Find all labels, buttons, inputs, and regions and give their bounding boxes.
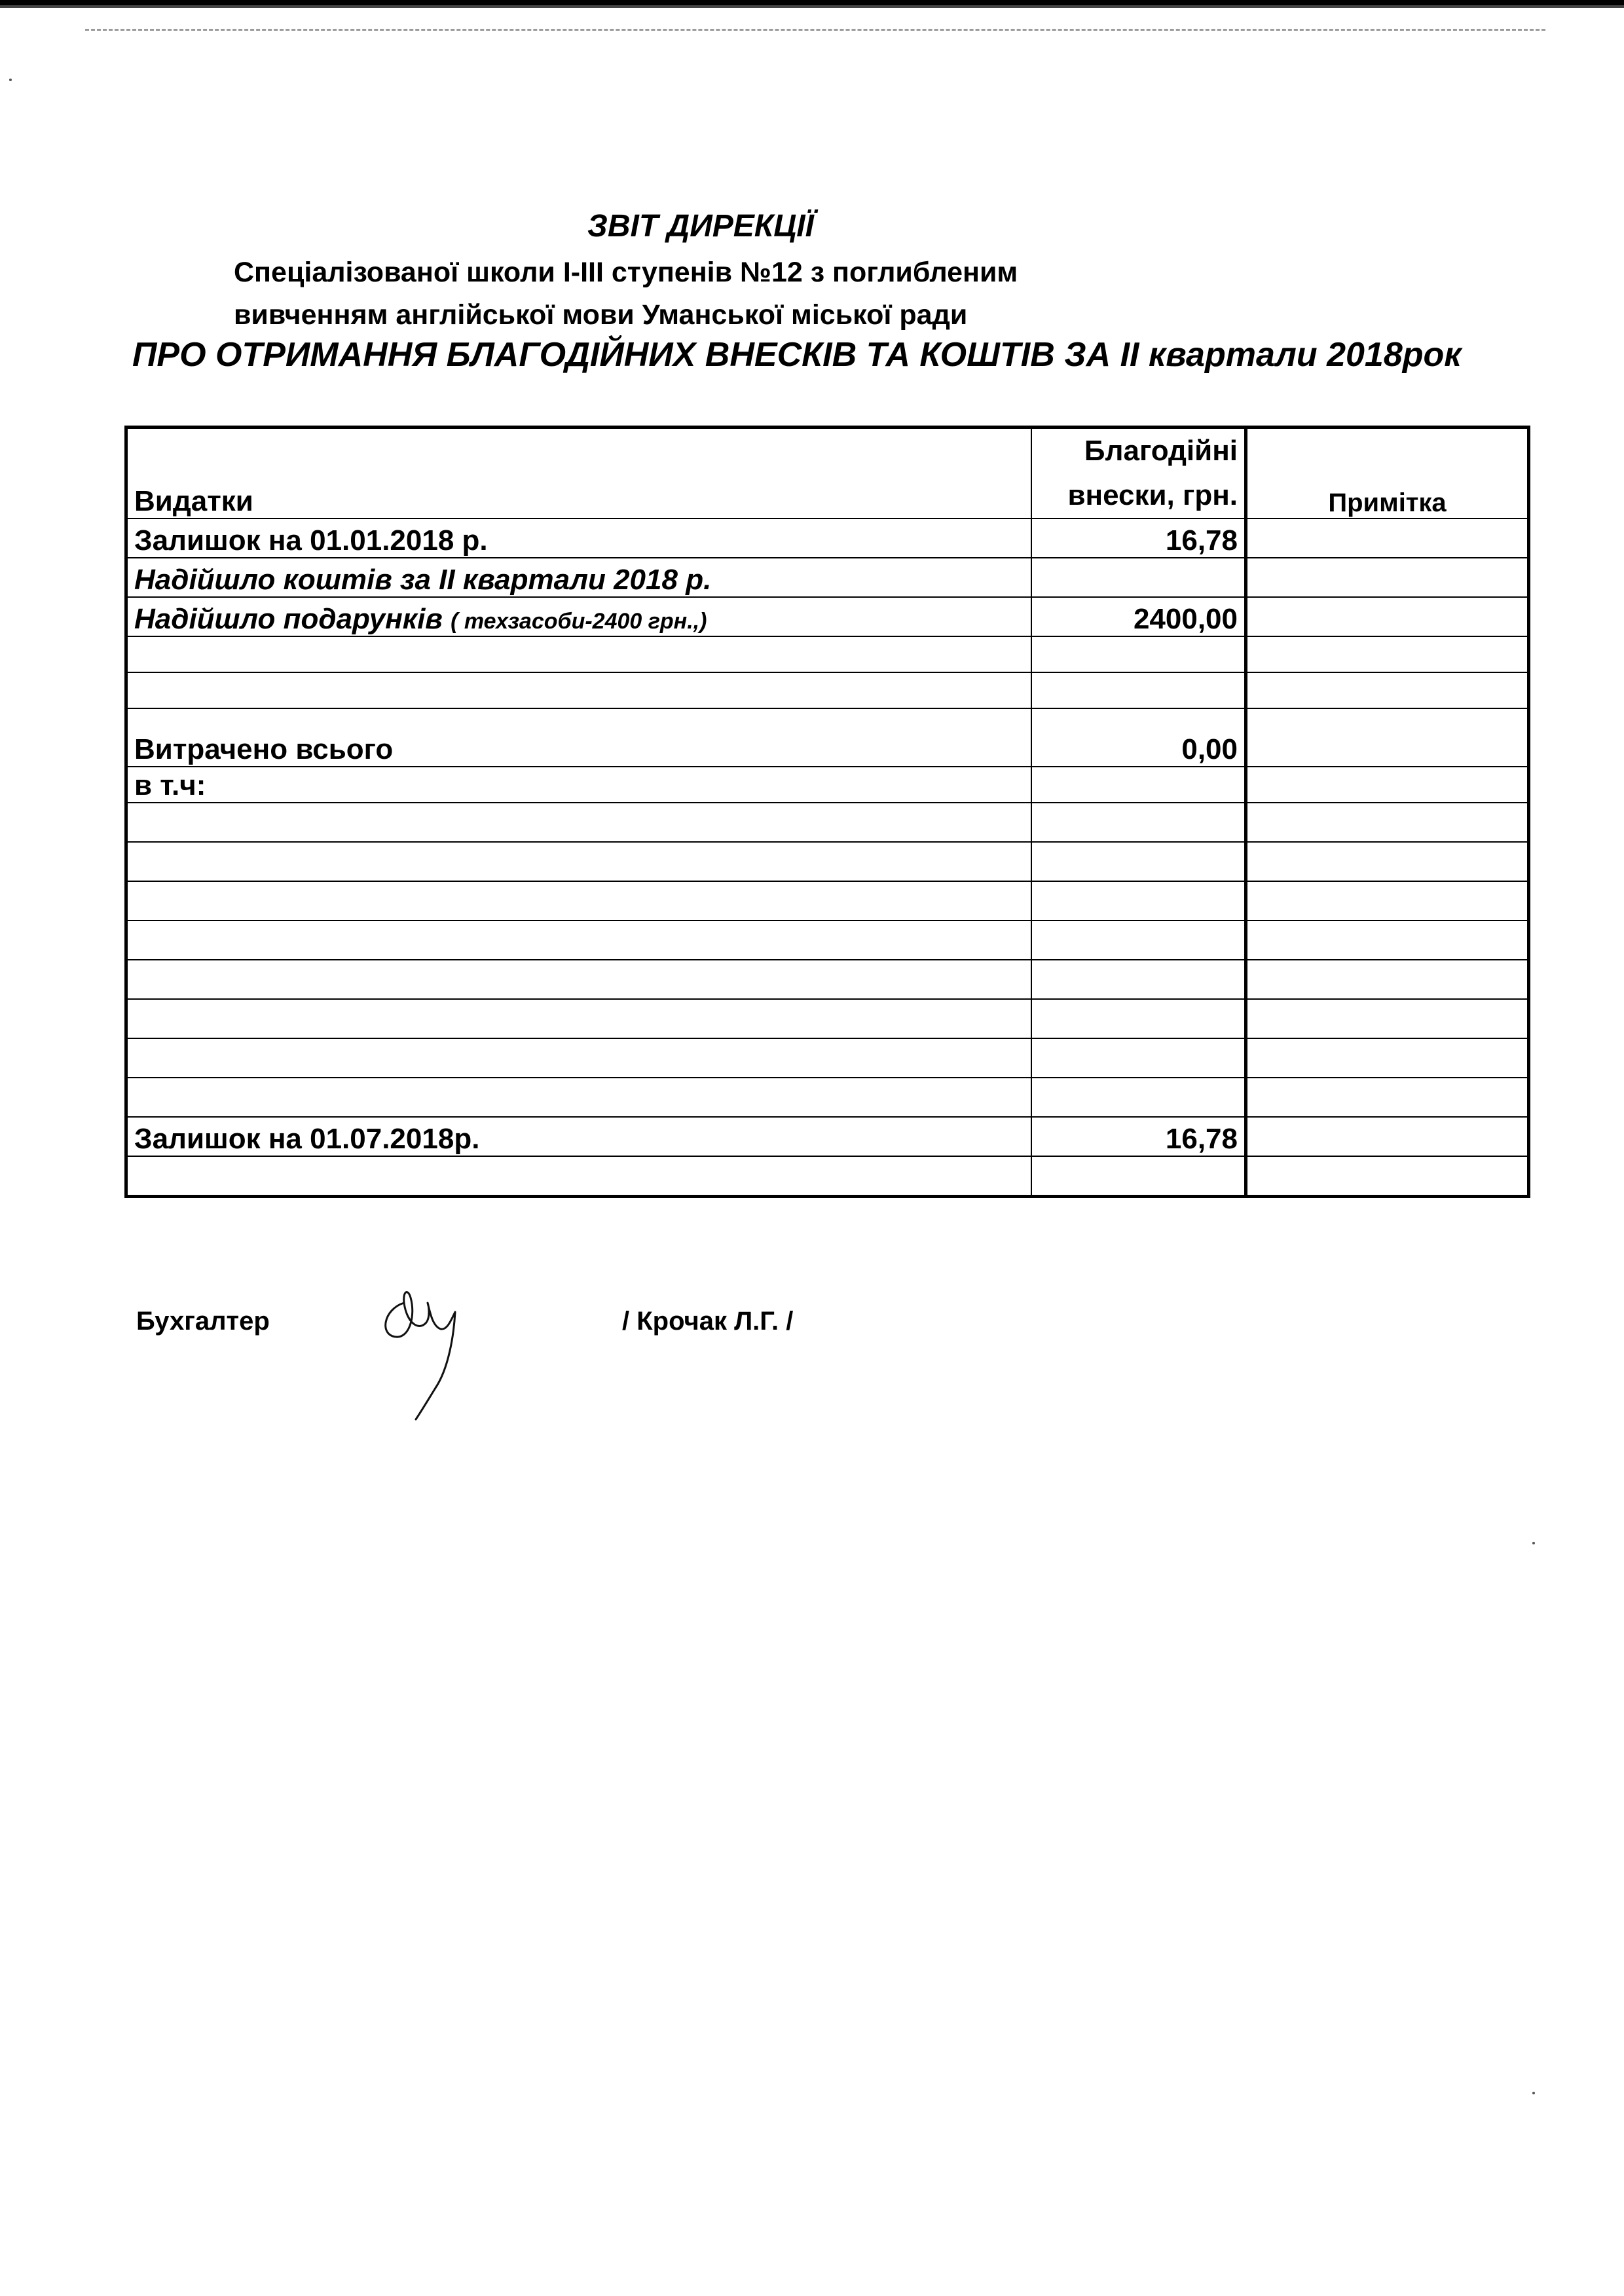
- column-header-amount: [1031, 428, 1246, 519]
- scan-speck: [1532, 2092, 1535, 2094]
- table-row: [126, 1117, 1529, 1156]
- report-title: ЗВІТ ДИРЕКЦІЇ: [587, 209, 814, 244]
- received-funds-value: [1031, 558, 1246, 597]
- scan-speck: [1532, 1542, 1535, 1544]
- note-cell: [1246, 597, 1529, 636]
- spent-total-label: Витрачено всього: [126, 708, 1031, 767]
- table-row: [126, 597, 1529, 636]
- empty-row: [126, 920, 1529, 960]
- school-name-line-1: Спеціалізованої школи І-ІІІ ступенів №12 з поглибленим: [234, 257, 1018, 288]
- received-gifts-detail: ( техзасоби-2400 грн.,): [451, 609, 707, 634]
- note-cell: [1246, 708, 1529, 767]
- table-row: [126, 519, 1529, 558]
- empty-row: [126, 842, 1529, 881]
- empty-row: [126, 1156, 1529, 1197]
- table-row: [126, 767, 1529, 803]
- received-gifts-cell: [126, 597, 1031, 636]
- balance-start-value: 16,78: [1031, 519, 1246, 558]
- received-funds-label: Надійшло коштів за ІІ квартали 2018 р.: [126, 558, 1031, 597]
- empty-row: [126, 803, 1529, 842]
- report-subject: ПРО ОТРИМАННЯ БЛАГОДІЙНИХ ВНЕСКІВ ТА КОШТІВ ЗА ІІ квартали 2018рок: [132, 336, 1462, 374]
- table-row: [126, 708, 1529, 767]
- including-label: в т.ч:: [126, 767, 1031, 803]
- balance-end-value: 16,78: [1031, 1117, 1246, 1156]
- empty-row: [126, 1078, 1529, 1117]
- note-cell: [1246, 519, 1529, 558]
- column-header-expenses: Видатки: [126, 428, 1031, 519]
- accountant-label: Бухгалтер: [136, 1307, 270, 1336]
- charity-report-table: [124, 426, 1530, 1198]
- column-header-amount-line-2: внески, грн.: [1067, 479, 1238, 511]
- empty-row: [126, 636, 1529, 672]
- handwritten-signature: [370, 1283, 481, 1421]
- empty-row: [126, 1038, 1529, 1078]
- note-cell: [1246, 558, 1529, 597]
- school-name-line-2: вивченням англійської мови Уманської міської ради: [234, 299, 968, 331]
- scan-speck: [9, 79, 12, 81]
- balance-end-label: Залишок на 01.07.2018р.: [126, 1117, 1031, 1156]
- accountant-name: / Крочак Л.Г. /: [622, 1307, 794, 1336]
- spent-total-value: 0,00: [1031, 708, 1246, 767]
- empty-row: [126, 960, 1529, 999]
- scan-top-edge: [0, 0, 1624, 12]
- scan-artifact-line: [85, 29, 1545, 31]
- received-gifts-value: 2400,00: [1031, 597, 1246, 636]
- table-row: [126, 558, 1529, 597]
- empty-row: [126, 999, 1529, 1038]
- table-header-row: [126, 428, 1529, 519]
- empty-row: [126, 881, 1529, 920]
- empty-row: [126, 672, 1529, 708]
- column-header-note: Примітка: [1246, 428, 1529, 519]
- column-header-amount-line-1: Благодійні: [1084, 435, 1238, 467]
- note-cell: [1246, 1117, 1529, 1156]
- balance-start-label: Залишок на 01.01.2018 р.: [126, 519, 1031, 558]
- received-gifts-label: Надійшло подарунків: [134, 603, 443, 635]
